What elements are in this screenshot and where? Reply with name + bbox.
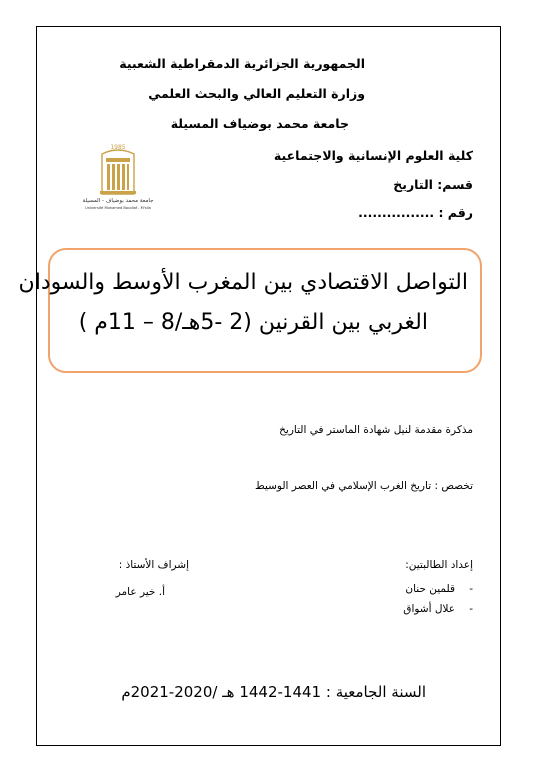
student-bullet-2: - bbox=[469, 603, 473, 615]
specialty: تخصص : تاريخ الغرب الإسلامي في العصر الوسيط bbox=[255, 480, 473, 492]
students-label: إعداد الطالبتين: bbox=[405, 559, 473, 571]
republic-name: الجمهورية الجزائرية الدمقراطية الشعبية bbox=[119, 56, 365, 71]
student-name-2: علال أشواق bbox=[403, 603, 455, 615]
university-logo-icon bbox=[68, 142, 168, 212]
academic-year: السنة الجامعية : 1441-1442 هـ /2020-2021م bbox=[121, 683, 426, 701]
university-name: جامعة محمد بوضياف المسيلة bbox=[170, 116, 349, 131]
thesis-title-line-1: التواصل الاقتصادي بين المغرب الأوسط والسودان bbox=[18, 270, 468, 295]
page-border bbox=[36, 26, 501, 746]
logo-year: 1985 bbox=[110, 144, 126, 151]
supervisor-label: إشراف الأستاذ : bbox=[118, 559, 189, 571]
thesis-title-box bbox=[18, 248, 482, 373]
student-name-1: قلمين حنان bbox=[405, 583, 455, 595]
student-bullet-1: - bbox=[469, 583, 473, 595]
logo-name-ar: جامعة محمد بوضياف - المسيلة bbox=[82, 198, 154, 204]
college-name: كلية العلوم الإنسانية والاجتماعية bbox=[273, 148, 473, 163]
logo-name-fr: Université Mohamed Boudiaf - M'sila bbox=[85, 206, 151, 210]
university-logo bbox=[68, 142, 168, 212]
reference-number: رقم : ................ bbox=[358, 205, 473, 220]
thesis-title-line-2: الغربي بين القرنين (2 -5هـ/8 – 11م ) bbox=[78, 310, 428, 335]
memo-statement: مذكرة مقدمة لنيل شهادة الماستر في التاريخ bbox=[279, 424, 473, 436]
ministry-name: وزارة التعليم العالي والبحث العلمي bbox=[148, 86, 365, 101]
department-name: قسم: التاريخ bbox=[393, 177, 473, 192]
supervisor-name: أ. خير عامر bbox=[115, 586, 165, 598]
